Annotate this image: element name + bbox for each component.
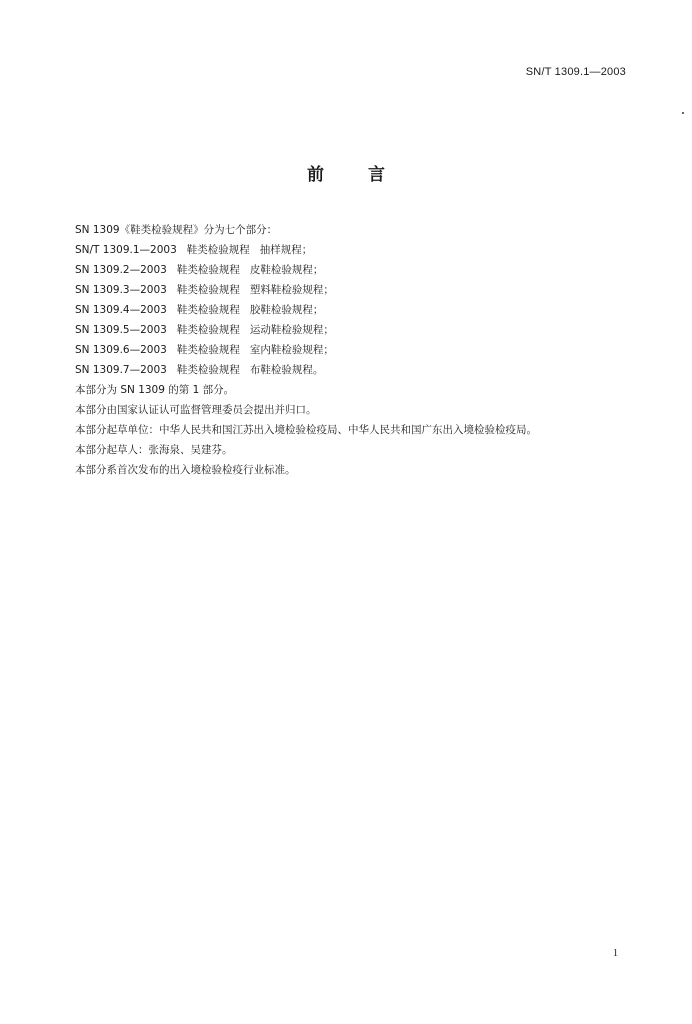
part-subject: 皮鞋检验规程； bbox=[249, 264, 324, 276]
proposed-by-paragraph: 本部分由国家认证认可监督管理委员会提出并归口。 bbox=[75, 404, 317, 416]
part-list-item bbox=[48, 240, 636, 260]
standard-code: SN/T 1309.1—2003 bbox=[525, 66, 626, 78]
page-title: 前言 bbox=[307, 165, 429, 185]
part-subject: 塑料鞋检验规程； bbox=[249, 284, 334, 296]
part-subject: 胶鞋检验规程； bbox=[249, 304, 324, 316]
drafting-units-paragraph: 本部分起草单位：中华人民共和国江苏出入境检验检疫局、中华人民共和国广东出入境检验检疫局。 bbox=[75, 424, 537, 436]
intro-paragraph: SN 1309《鞋类检验规程》分为七个部分： bbox=[75, 224, 278, 236]
part-code: SN 1309.3—2003 bbox=[75, 284, 167, 296]
part-subject: 室内鞋检验规程； bbox=[249, 344, 334, 356]
part-series: 鞋类检验规程 bbox=[176, 304, 240, 316]
part-list-item bbox=[48, 320, 636, 340]
part-statement: 本部分为 SN 1309 的第 1 部分。 bbox=[75, 384, 235, 396]
part-series: 鞋类检验规程 bbox=[176, 364, 240, 376]
part-code: SN 1309.6—2003 bbox=[75, 344, 167, 356]
drafters-paragraph: 本部分起草人：张海泉、吴建芬。 bbox=[75, 444, 233, 456]
part-list-item bbox=[48, 340, 636, 360]
part-list-item bbox=[48, 360, 636, 380]
part-series: 鞋类检验规程 bbox=[186, 244, 250, 256]
first-issue-paragraph: 本部分系首次发布的出入境检验检疫行业标准。 bbox=[75, 464, 296, 476]
part-code: SN 1309.5—2003 bbox=[75, 324, 167, 336]
part-subject: 抽样规程； bbox=[259, 244, 313, 256]
part-list-item bbox=[48, 280, 636, 300]
foreword-body bbox=[48, 220, 636, 480]
part-series: 鞋类检验规程 bbox=[176, 264, 240, 276]
part-subject: 布鞋检验规程。 bbox=[249, 364, 324, 376]
part-code: SN/T 1309.1—2003 bbox=[75, 244, 177, 256]
part-list-item bbox=[48, 300, 636, 320]
part-series: 鞋类检验规程 bbox=[176, 324, 240, 336]
scan-speck bbox=[682, 112, 684, 114]
part-series: 鞋类检验规程 bbox=[176, 284, 240, 296]
part-code: SN 1309.4—2003 bbox=[75, 304, 167, 316]
part-series: 鞋类检验规程 bbox=[176, 344, 240, 356]
part-code: SN 1309.2—2003 bbox=[75, 264, 167, 276]
part-list-item bbox=[48, 260, 636, 280]
part-subject: 运动鞋检验规程； bbox=[249, 324, 334, 336]
page-number: 1 bbox=[613, 948, 618, 959]
part-code: SN 1309.7—2003 bbox=[75, 364, 167, 376]
